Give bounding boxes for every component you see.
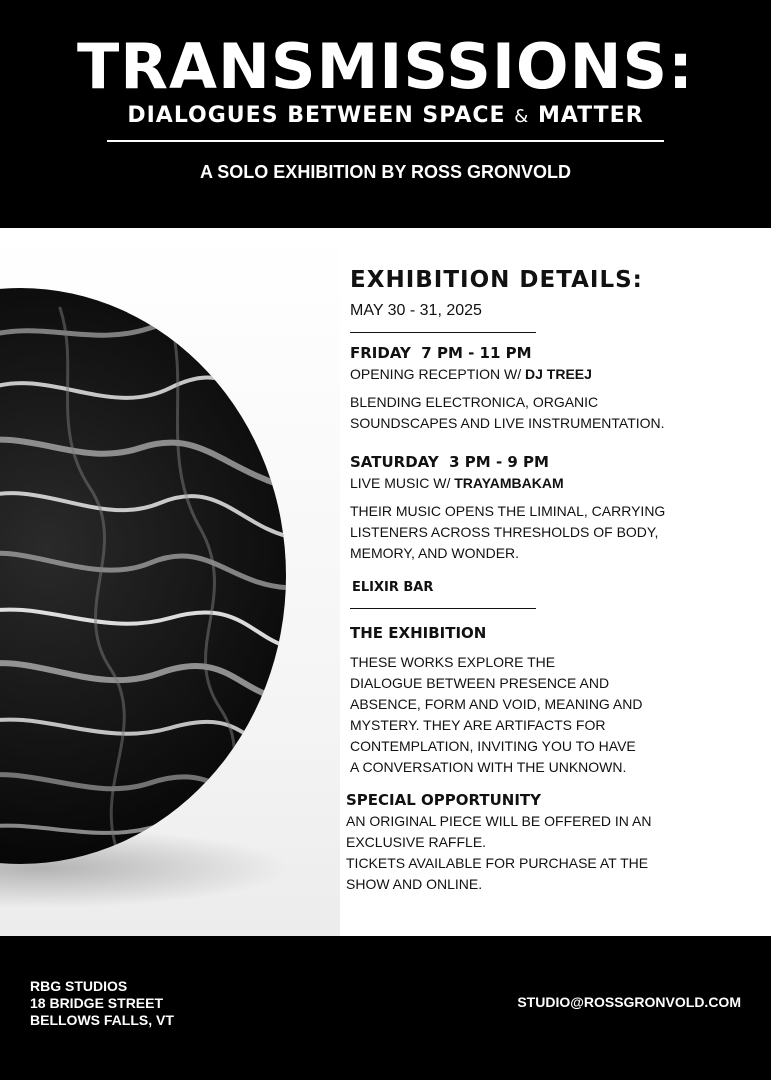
special-line-1: AN ORIGINAL PIECE WILL BE OFFERED IN AN xyxy=(346,813,652,829)
address-line-3: BELLOWS FALLS, VT xyxy=(30,1012,174,1028)
saturday-desc-1: THEIR MUSIC OPENS THE LIMINAL, CARRYING xyxy=(350,503,666,519)
exhibition-title: TRANSMISSIONS: xyxy=(77,30,694,103)
saturday-performer: TRAYAMBAKAM xyxy=(454,475,564,491)
saturday-time: SATURDAY 3 PM - 9 PM xyxy=(350,453,549,471)
friday-block xyxy=(350,343,665,434)
elixir-bar: ELIXIR BAR xyxy=(352,580,434,595)
details-heading: EXHIBITION DETAILS: xyxy=(350,267,643,293)
exhibition-line-1: THESE WORKS EXPLORE THE xyxy=(350,654,556,670)
exhibition-block xyxy=(350,623,643,778)
exhibition-line-6: A CONVERSATION WITH THE UNKNOWN. xyxy=(350,759,627,775)
special-line-4: SHOW AND ONLINE. xyxy=(346,876,483,892)
address-line-2: 18 BRIDGE STREET xyxy=(30,995,164,1011)
saturday-music xyxy=(350,473,665,494)
studio-address xyxy=(30,978,174,1029)
sculpture-image xyxy=(0,228,340,936)
saturday-prefix: LIVE MUSIC W/ xyxy=(350,475,455,491)
exhibition-byline: A SOLO EXHIBITION BY ROSS GRONVOLD xyxy=(199,162,572,182)
sculpture-artwork xyxy=(0,228,340,936)
friday-time: FRIDAY 7 PM - 11 PM xyxy=(350,344,532,362)
exhibition-heading: THE EXHIBITION xyxy=(350,624,487,642)
studio-email: STUDIO@ROSSGRONVOLD.COM xyxy=(517,994,741,1010)
saturday-block xyxy=(350,452,665,564)
exhibition-line-2: DIALOGUE BETWEEN PRESENCE AND xyxy=(350,675,610,691)
special-heading: SPECIAL OPPORTUNITY xyxy=(346,791,542,809)
friday-desc-1: BLENDING ELECTRONICA, ORGANIC xyxy=(350,394,599,410)
address-line-1: RBG STUDIOS xyxy=(30,978,128,994)
friday-performer: DJ TREEJ xyxy=(525,366,592,382)
exhibition-subtitle xyxy=(0,102,771,131)
header-divider xyxy=(107,140,664,142)
exhibition-dates: MAY 30 - 31, 2025 xyxy=(350,302,482,319)
saturday-desc-3: MEMORY, AND WONDER. xyxy=(350,545,520,561)
special-block xyxy=(346,790,651,895)
friday-reception xyxy=(350,364,665,385)
saturday-desc-2: LISTENERS ACROSS THRESHOLDS OF BODY, xyxy=(350,524,659,540)
subtitle-part-b: MATTER xyxy=(537,103,644,128)
exhibition-divider xyxy=(350,608,536,609)
exhibition-line-3: ABSENCE, FORM AND VOID, MEANING AND xyxy=(350,696,643,712)
subtitle-part-a: DIALOGUES BETWEEN SPACE xyxy=(127,103,506,128)
exhibition-line-4: MYSTERY. THEY ARE ARTIFACTS FOR xyxy=(350,717,606,733)
footer-band xyxy=(0,936,771,1080)
friday-prefix: OPENING RECEPTION W/ xyxy=(350,366,526,382)
details-divider xyxy=(350,332,536,333)
special-line-3: TICKETS AVAILABLE FOR PURCHASE AT THE xyxy=(346,855,649,871)
friday-desc-2: SOUNDSCAPES AND LIVE INSTRUMENTATION. xyxy=(350,415,665,431)
special-line-2: EXCLUSIVE RAFFLE. xyxy=(346,834,487,850)
subtitle-ampersand: & xyxy=(514,106,530,127)
header-band xyxy=(0,0,771,228)
exhibition-line-5: CONTEMPLATION, INVITING YOU TO HAVE xyxy=(350,738,636,754)
